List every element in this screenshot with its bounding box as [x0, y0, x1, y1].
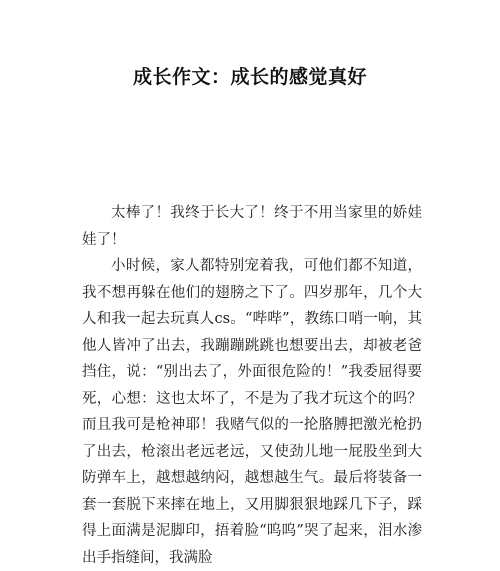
document-title: 成长作文：成长的感觉真好 [132, 66, 367, 88]
paragraph-2: 小时候，家人都特别宠着我，可他们都不知道，我不想再躲在他们的翅膀之下了。四岁那年，几个大人和我一起去玩真人cs。“哔哔”，教练口哨一响，其他人皆冲了出去，我蹦蹦跳跳也想要出去，却被老爸挡住，说：“别出去了，外面很危险的！”我委屈得要死，心想：这也太坏了，不是为了我才玩这个的吗？而且我可是枪神耶！我赌气似的一抡胳膊把激光枪扔了出去，枪滚出老远老远，又使劲儿地一屁股坐到大防弹车上，越想越纳闷，越想越生气。最后将装备一套一套脱下来摔在地上，又用脚狠狠地踩几下子，踩得上面满是泥脚印，捂着脸“呜呜”哭了起来，泪水渗出手指缝间，我满脸 [82, 258, 422, 566]
document-body [82, 200, 422, 571]
paragraph-1: 太棒了！我终于长大了！终于不用当家里的娇娃娃了！ [82, 205, 422, 248]
